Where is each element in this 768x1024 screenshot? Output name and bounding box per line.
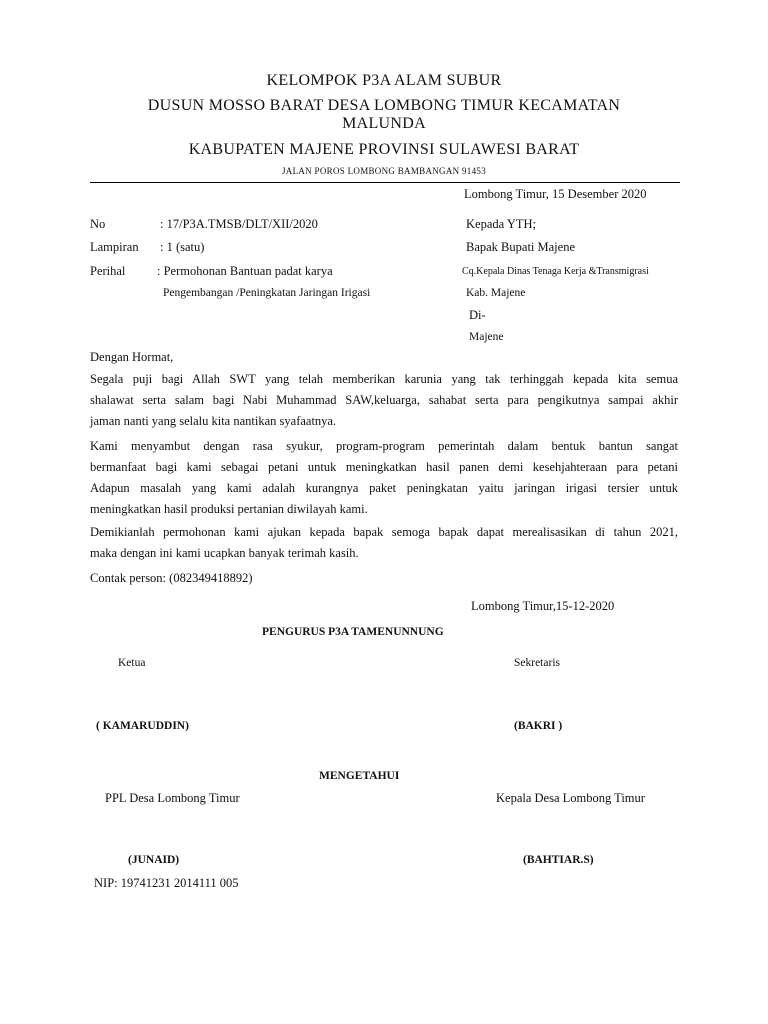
paragraph-line: Adapun masalah yang kami adalah kurangnya paket peningkatan yaitu jaringan irigasi tersier untuk (90, 481, 678, 495)
recipient-line-2: Bapak Bupati Majene (466, 240, 575, 254)
paragraph-line: bermanfaat bagi kami sebagai petani untuk meningkatkan hasil panen demi kesehjahteraan para petani (90, 460, 678, 474)
paragraph-line: jaman nanti yang selalu kita nantikan syafaatnya. (90, 414, 337, 428)
org-regency: KABUPATEN MAJENE PROVINSI SULAWESI BARAT (188, 141, 580, 158)
ppl-name: (JUNAID) (128, 854, 180, 866)
org-address-line-2: MALUNDA (342, 115, 426, 132)
mengetahui-title: MENGETAHUI (319, 770, 400, 782)
no-label: No (90, 217, 106, 231)
lampiran-value: : 1 (satu) (160, 240, 205, 254)
org-name: KELOMPOK P3A ALAM SUBUR (266, 72, 502, 89)
paragraph-line: Segala puji bagi Allah SWT yang telah memberikan karunia yang tak terhinggah kepada kita semua (90, 372, 678, 386)
paragraph-line: shalawat serta salam bagi Nabi Muhammad SAW,keluarga, sahabat serta para pengikutnya sampai akhir (90, 393, 678, 407)
recipient-line-1: Kepada YTH; (466, 217, 536, 231)
paragraph-line: Demikianlah permohonan kami ajukan kepada bapak semoga bapak dapat merealisasikan di tahun 2021, (90, 525, 678, 539)
perihal-value-cont: Pengembangan /Peningkatan Jaringan Irigasi (163, 287, 371, 299)
paragraph-line: Kami menyambut dengan rasa syukur, program-program pemerintah dalam bentuk bantun sangat (90, 439, 678, 453)
no-value: : 17/P3A.TMSB/DLT/XII/2020 (160, 217, 318, 231)
paragraph-closing (90, 522, 678, 564)
board-title: PENGURUS P3A TAMENUNNUNG (262, 626, 444, 638)
contact-person: Contak person: (082349418892) (90, 571, 253, 585)
perihal-value: : Permohonan Bantuan padat karya (157, 264, 333, 278)
recipient-line-6: Majene (469, 331, 504, 343)
kades-label: Kepala Desa Lombong Timur (496, 791, 645, 805)
ketua-name: ( KAMARUDDIN) (96, 720, 189, 732)
perihal-label: Perihal (90, 264, 126, 278)
ketua-label: Ketua (118, 657, 146, 669)
recipient-line-3: Cq.Kepala Dinas Tenaga Kerja &Transmigrasi (462, 266, 649, 277)
letterhead-divider (90, 182, 680, 183)
recipient-line-5: Di- (469, 308, 486, 322)
sekretaris-label: Sekretaris (514, 657, 560, 669)
paragraph-line: meningkatkan hasil produksi pertanian diwilayah kami. (90, 502, 368, 516)
kades-name: (BAHTIAR.S) (523, 854, 594, 866)
recipient-line-4: Kab. Majene (466, 287, 526, 299)
ppl-label: PPL Desa Lombong Timur (105, 791, 240, 805)
salutation: Dengan Hormat, (90, 350, 174, 364)
paragraph-opening (90, 369, 678, 432)
place-date: Lombong Timur, 15 Desember 2020 (464, 187, 647, 201)
signature-date: Lombong Timur,15-12-2020 (471, 599, 615, 613)
ppl-nip: NIP: 19741231 2014111 005 (94, 876, 239, 890)
paragraph-line: maka dengan ini kami ucapkan banyak terimah kasih. (90, 546, 359, 560)
paragraph-program (90, 436, 678, 520)
org-address-line-1: DUSUN MOSSO BARAT DESA LOMBONG TIMUR KECAMATAN (147, 97, 621, 114)
sekretaris-name: (BAKRI ) (514, 720, 563, 732)
lampiran-label: Lampiran (90, 240, 139, 254)
org-street-address: JALAN POROS LOMBONG BAMBANGAN 91453 (281, 166, 487, 176)
